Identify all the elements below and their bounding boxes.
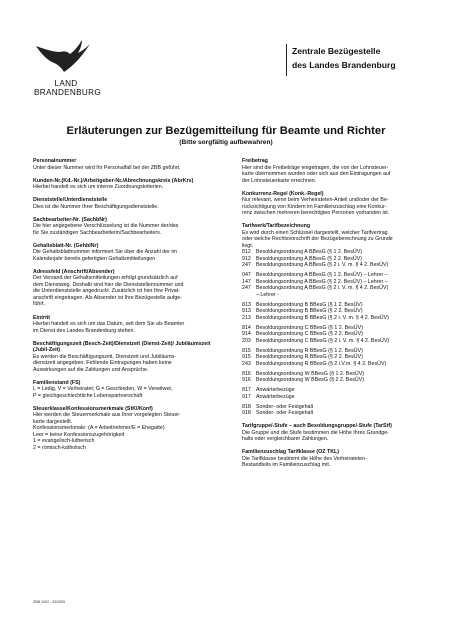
tarif-description: Besoldungsordnung R BBesG (§ 2 i.V.m. § 4 2. BesÜV) — [256, 360, 387, 367]
tarif-code — [242, 292, 256, 299]
tarif-description: Sonder- oder Festgehalt — [256, 410, 314, 417]
organization-block — [286, 44, 396, 76]
tarif-description: Besoldungsordnung C BBesG (§ 2 2. BesÜV) — [256, 331, 363, 338]
tarif-row — [242, 292, 437, 299]
tarif-description: Anwärterbezüge — [256, 387, 295, 394]
section-text-line: Hierbei handelt es sich um das Datum, seit dem Sie als Beamter — [33, 321, 185, 328]
section-text-line: Es wird durch einen Schlüssel dargestellt, welcher Tarifvertrag — [242, 229, 388, 236]
section-text-line: Die hier angegebene Verschlüsselung ist die Nummer der/des — [33, 223, 179, 230]
section-text-line: liegt. — [242, 242, 254, 249]
section-title: Eintritt — [33, 314, 51, 321]
section-text-line: Leer = keine Konfessionszugehörigkeit — [33, 431, 125, 438]
section-text-line: Es werden die Beschäftigungszeit, Dienstzeit und Jubiläums- — [33, 353, 177, 360]
tarif-code: 918 — [242, 410, 251, 417]
section-text-line: Die Gehaltsblattnummer informiert Sie über die Anzahl der im — [33, 249, 177, 256]
tarif-description: Besoldungsordnung A BBesG (§ 1 2. BesÜV) — [256, 249, 363, 256]
section — [33, 269, 221, 308]
section-title: Personalnummer — [33, 158, 77, 164]
tarif-code: 047 — [242, 272, 251, 279]
section-text-line: die Unterdienststelle angedruckt. Zusätzlich ist hier Ihre Privat- — [33, 288, 180, 295]
section — [33, 178, 221, 191]
section — [33, 341, 221, 374]
brandenburg-eagle-logo — [30, 38, 100, 82]
section-title: Tarifwerk/Tarifbezeichnung — [242, 223, 311, 230]
tarif-row — [242, 262, 437, 269]
section-text-line: Nur relevant, wenn beim Verheirateten-Anteil und/oder der Be- — [242, 197, 389, 204]
section — [33, 380, 221, 400]
section-text-line: halts oder vergleichbarer Zahlungen. — [242, 436, 329, 443]
section-text-line: anschrift eingetragen. Als Absender ist Ihre Bezügestelle aufge- — [33, 294, 182, 301]
section-title: Konkurrenz-Regel (Konk.-Regel) — [242, 190, 324, 197]
document-title: Erläuterungen zur Bezügemitteilung für Beamte und Richter — [66, 125, 386, 137]
org-line-2: des Landes Brandenburg — [292, 60, 396, 70]
section-text-line: 2 = römisch-katholisch — [33, 444, 86, 451]
section-text-line: Hier sind die Freibeträge eingetragen, die von der Lohnsteuer- — [242, 164, 389, 171]
section-text-line: Dies ist die Nummer Ihrer Beschäftigungsdienststelle. — [33, 203, 159, 210]
right-column — [242, 158, 437, 475]
logo-line-1: LAND — [54, 79, 78, 88]
tarif-description: Anwärterbezüge — [256, 393, 295, 400]
logo-line-2: BRANDENBURG — [34, 88, 101, 97]
section-text-line: 1 = evangelisch-lutherisch — [33, 438, 95, 445]
section — [33, 406, 221, 452]
tarif-description: Besoldungsordnung B BBesG (§ 1 2. BesÜV) — [256, 301, 363, 308]
section-text-line: Auswirkungen auf die Zahlungen und Ansprüche. — [33, 366, 149, 373]
tarif-row — [242, 315, 437, 322]
tarif-description: Besoldungsordnung W BBesG (§ 1 2. BesÜV) — [256, 370, 365, 377]
section-title: Familienstand (FS) — [33, 379, 81, 386]
tarif-code: 247 — [242, 262, 251, 269]
section-title: Dienststelle/Unterdienststelle — [33, 197, 108, 204]
section-text-line: L = Ledig, V = Verheiratet; G = Geschieden, W = Verwitwet, — [33, 386, 173, 393]
section-text-line: führt. — [33, 301, 46, 308]
section-title: Kunden-Nr.(Kd.-Nr.)/Arbeitgeber-Nr./Abrechnungskreis (AbrKrs) — [33, 177, 194, 184]
section — [33, 158, 221, 171]
tarif-code: 916 — [242, 377, 251, 384]
tarif-row — [242, 410, 437, 417]
section-text-line: Konfessionsmerkmale: (A = Arbeitnehmer/E = Ehegatte) — [33, 425, 165, 432]
tarif-description: Besoldungsordnung A BBesG (§ 1 2. BesÜV) – Lehrer – — [256, 272, 388, 279]
section — [242, 158, 437, 184]
tarif-code: 815 — [242, 347, 251, 354]
tarif-row — [242, 338, 437, 345]
tarif-description: Besoldungsordnung C BBesG (§ 2 i. V. m. § 4 2. BesÜV) — [256, 337, 390, 344]
tarif-code: 243 — [242, 360, 251, 367]
form-number: ZBB 1002 - 03/2005 — [33, 600, 66, 604]
section-text-line: Die Gruppe und die Stufe bestimmen die Höhe Ihres Grundge- — [242, 429, 389, 436]
document-subtitle: (Bitte sorgfältig aufbewahren) — [179, 139, 273, 146]
section — [33, 315, 221, 335]
tarif-description: Besoldungsordnung A BBesG (§ 2 2. BesÜV) – Lehrer – — [256, 278, 388, 285]
section-title: Gehaltsblatt-Nr. (GehblNr) — [33, 242, 99, 249]
tarif-description: Besoldungsordnung A BBesG (§ 2 2. BesÜV) — [256, 255, 363, 262]
left-column — [33, 158, 221, 458]
tarif-description: – Lehrer - — [256, 291, 279, 298]
eagle-icon — [30, 38, 100, 82]
tarif-row — [242, 361, 437, 368]
section-text-line: für Sie zuständigen Sachbearbeiterin/Sachbearbeiters. — [33, 229, 162, 236]
tarif-description: Besoldungsordnung B BBesG (§ 2 2. BesÜV) — [256, 308, 363, 315]
section-text-line: Bestandteils im Familienzuschlag mit. — [242, 462, 331, 469]
logo-wordmark — [34, 79, 101, 97]
tarif-code: 814 — [242, 324, 251, 331]
tarif-code: 203 — [242, 337, 251, 344]
tarif-section — [242, 223, 437, 417]
section-text-line: renz zwischen mehreren berechtigten Personen vorhanden ist. — [242, 210, 390, 217]
section-title: Steuerklasse/Konfessionsmerkmale (StKl/Konf) — [33, 405, 153, 412]
tarif-description: Besoldungsordnung R BBesG (§ 2 2. BesÜV) — [256, 354, 363, 361]
section-title: Beschäftigungszeit (Besch-Zeit)/Dienstzeit (Dienst-Zeit)/ Jubiläumszeit (Jubil-Zeit) — [33, 340, 211, 354]
section — [242, 449, 437, 469]
section-text-line: Hier werden die Steuermerkmale aus Ihrer vorgelegten Steuer- — [33, 412, 181, 419]
tarif-row — [242, 394, 437, 401]
section-text-line: Hierbei handelt es sich um interne Zuordnungskriterien. — [33, 184, 164, 191]
tarif-code: 813 — [242, 301, 251, 308]
tarif-code: 213 — [242, 314, 251, 321]
tarif-code: 914 — [242, 331, 251, 338]
section-text-line: Unter dieser Nummer wird Ihr Personalfall bei der ZBB geführt. — [33, 164, 181, 171]
section-text-line: dienstzeit angegeben. Fehlende Eintragungen haben keine — [33, 360, 172, 367]
org-line-1: Zentrale Bezügestelle — [292, 46, 381, 56]
tarif-code: 816 — [242, 370, 251, 377]
tarif-description: Besoldungsordnung R BBesG (§ 1 2. BesÜV) — [256, 347, 363, 354]
tarif-description: Besoldungsordnung B BBesG (§ 2 i. V. m. § 4 2. BesÜV) — [256, 314, 389, 321]
tarif-description: Besoldungsordnung A BBesG (§ 2 i. V. m. § 4 2. BesÜV) — [256, 262, 389, 269]
section-text-line: Kalenderjahr bereits gefertigten Gehaltsmitteilungen — [33, 255, 156, 262]
section-text-line: karte übernommen wurden oder sich aus den Eintragungen auf — [242, 171, 391, 177]
tarif-description: Sonder- oder Festgehalt — [256, 403, 314, 410]
tarif-code: 817 — [242, 387, 251, 394]
tarif-code: 147 — [242, 278, 251, 285]
section-title: Tarifgruppe/-Stufe – auch Besoldungsgruppe/-Stufe (TarStf) — [242, 423, 392, 430]
tarif-description: Besoldungsordnung C BBesG (§ 1 2. BesÜV) — [256, 324, 363, 331]
tarif-code: 912 — [242, 255, 251, 262]
section — [33, 243, 221, 263]
tarif-code: 818 — [242, 403, 251, 410]
section-text-line: der Lohnsteuerkarte errechnen. — [242, 177, 317, 184]
section-text-line: Die Tarifklasse bestimmt die Höhe des Verheirateten- — [242, 455, 367, 462]
tarif-row — [242, 377, 437, 384]
section-title: Freibetrag — [242, 158, 268, 164]
tarif-code: 915 — [242, 354, 251, 361]
section — [33, 217, 221, 237]
tarif-code: 917 — [242, 393, 251, 400]
section — [242, 191, 437, 217]
section-title: Adressfeld (Anschrift/Absender) — [33, 268, 115, 275]
section-title: Sachbearbeiter-Nr. (SachbNr) — [33, 216, 107, 223]
section — [33, 197, 221, 210]
tarif-code: 247 — [242, 285, 251, 292]
tarif-code: 812 — [242, 249, 251, 256]
section-title: Familienzuschlag Tarifklasse (OZ TKL) — [242, 449, 340, 456]
section-text-line: dem Dienstweg. Deshalb sind hier die Dienststellennummer und — [33, 281, 184, 288]
section-text-line: P = gleichgeschlechtliche Lebenspartnerschaft — [33, 392, 143, 399]
section-text-line: im Dienst des Landes Brandenburg stehen. — [33, 327, 135, 334]
section-text-line: Der Versand der Gehaltsmitteilungen erfolgt grundsätzlich auf — [33, 275, 178, 282]
section-text-line: oder welche Rechtsvorschrift der Bezügeberechnung zu Grunde — [242, 236, 393, 243]
tarif-code: 913 — [242, 308, 251, 315]
tarif-description: Besoldungsordnung A BBesG (§ 2 i. V. m. § 4 2. BesÜV) — [256, 285, 389, 292]
section-text-line: karte dargestellt. — [33, 418, 73, 425]
section — [242, 423, 437, 443]
tarif-description: Besoldungsordnung W BBesG (§ 2 2. BesÜV) — [256, 377, 365, 384]
section-text-line: rücksichtigung von Kindern im Familienzuschlag eine Konkur- — [242, 203, 387, 210]
